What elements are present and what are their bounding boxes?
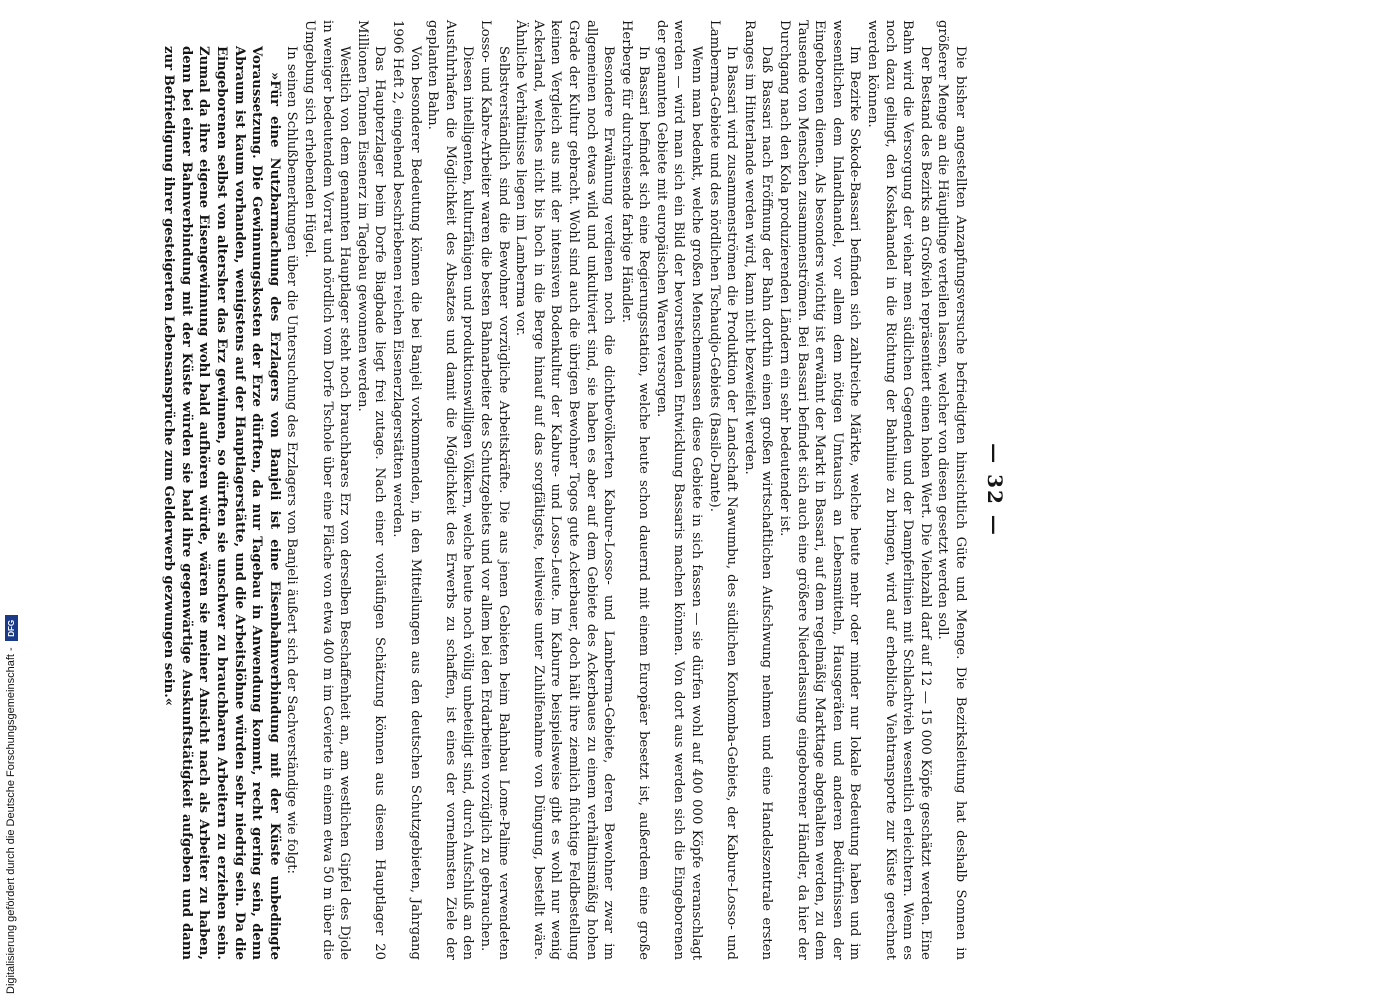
paragraph: Die bisher angestellten Anzapfungsversuche befriedigten hinsichtlich Güte und Menge. Die Bezirksleitung hat deshalb Sonnen in größerer Menge an die Häuptlinge verteilen lassen, welcher von diesen gesetzt werden soll. (935, 20, 968, 960)
page-content (155, 0, 1015, 990)
page-number: — 32 — (983, 443, 1007, 537)
rotated-page (155, 0, 1015, 990)
paragraph: Im Bezirke Sokode-Bassari befinden sich zahlreiche Märkte, welche heute mehr oder minder nur lokale Bedeutung haben und im wesentlichen dem Inlandhandel, vor allem dem nötigen Umtausch an Lebensmitteln, Hausgeräten und anderen Bedürfnissen der Eingeborenen dienen. Als besonders wichtig ist erwähnt der Markt in Bassari, auf dem regelmäßig Markttage abgehalten werden, zu dem Tausende von Menschen zusammenströmen. Bei Bassari befindet sich auch eine größere Niederlassung eingeborener Händler, da hier der Durchgang nach den Kola produzierenden Ländern ein sehr bedeutender ist. (777, 20, 863, 960)
footer-credit: Digitalisierung gefördert durch die Deutsche Forschungsgemeinschaft - (5, 647, 17, 994)
paragraph: Das Haupterzlager beim Dorfe Biagbade liegt frei zutage. Nach einer vorläufigen Schätzung können aus diesem Hauptlager 20 Millionen Tonnen Eisenerz im Tagebau gewonnen werden. (354, 20, 388, 960)
paragraph: Selbstverständlich sind die Bewohner vorzügliche Arbeitskräfte. Die aus jenen Gebieten beim Bahnbau Lome-Palime verwendeten Losso- und Kabre-Arbeiter waren die besten Bahnarbeiter des Schutzgebiets und vor allem bei den Erdarbeiten vorzüglich zu gebrauchen. (477, 20, 511, 960)
paragraph: Wenn man bedenkt, welche großen Menschenmassen diese Gebiete in sich fassen — sie dürfen wohl auf 400 000 Köpfe veranschlagt werden — wird man sich ein Bild der bevorstehenden Entwicklung Bassaris machen können. Von dort aus werden sich die Eingeborenen der genannten Gebiete mit europäischen Waren versorgen. (653, 20, 705, 960)
paragraph: Besondere Erwähnung verdienen noch die dichtbevölkerten Kabure-Losso- und Lamberma-Gebiete, deren Bewohner zwar im allgemeinen noch etwas wild und unkultiviert sind, sie haben es aber auf dem Gebiete des Ackerbaues zu einem verhältnismäßig hohen Grade der Kultur gebracht. Wohl sind auch die übrigen Bewohner Togos gute Ackerbauer, doch hält ihre ziemlich flüchtige Feldbestellung keinen Vergleich aus mit der intensiven Bodenkultur der Kabure- und Losso-Leute. Im Kaburre beispielsweise gibt es wohl nur wenig Ackerland, welches nicht bis hoch in die Berge hinauf auf das sorgfältigste, teilweise unter Zuhilfenahme von Düngung, bestellt wäre. Ähnliche Verhältnisse liegen im Lamberma vor. (513, 20, 617, 960)
footer-text (2, 4, 20, 994)
paragraph: In Bassari wird zusammenströmen die Produktion der Landschaft Nawumbu, des südlichen Konkomba-Gebiets, der Kabure-Losso- und Lamberma-Gebiete und des nördlichen Tschaudjo-Gebiets (Basilo-Dante). (706, 20, 740, 960)
quote-paragraph: »Für eine Nutzbarmachung des Erzlagers von Banjeli ist eine Eisenbahnverbindung mit der Küste unbedingte Voraussetzung. Die Gewinnungskosten der Erze dürften, da nur Tagebau in Anwendung kommt, recht gering sein, denn Abraum ist kaum vorhanden, wenigstens auf der Hauptlagerstätte, und die Arbeitslöhne würden sehr niedrig sein. Da die Eingeborenen selbst von altersher das Erz gewinnen, so dürften sie unschwer zu brauchbaren Arbeitern zu erziehen sein. Zumal da ihre eigene Eisengewinnung wohl bald aufhören würde, wären sie meiner Ansicht nach als Arbeiter zu haben, denn bei einer Bahnverbindung mit der Küste würden sie bald ihre gegenwärtige Auskunftstätigkeit aufgeben und dann zur Befriedigung ihrer gesteigerten Lebensansprüche zum Gelderwerb gezwungen sein.« (161, 46, 282, 960)
dfg-logo: DFG (5, 615, 18, 641)
paragraph: In Bassari befindet sich eine Regierungsstation, welche heute schon dauernd mit einem Europäer besetzt ist, außerdem eine große Herberge für durchreisende farbige Händler. (618, 20, 652, 960)
paragraph: Von besonderer Bedeutung können die bei Banjeli vorkommenden, in den Mitteilungen aus den deutschen Schutzgebieten, Jahrgang 1906 Heft 2, eingehend beschriebenen reichen Eisenerzlagerstätten werden. (390, 20, 423, 960)
footer-label (2, 4, 20, 994)
footer-credit-bar (0, 0, 22, 1000)
paragraph: Daß Bassari nach Eröffnung der Bahn dorthin einen großen wirtschaftlichen Aufschwung nehmen und eine Handelszentrale ersten Ranges im Hinterlande werden wird, kann nicht bezweifelt werden. (741, 20, 775, 960)
paragraph: Diesen intelligenten, kulturfähigen und produktionswilligen Völkern, welche heute noch völlig unbeteiligt sind, durch Aufschluß an den Ausfuhrhafen die Möglichkeit des Absatzes und damit die Möglichkeit des Erwerbs zu schaffen, ist eines der vornehmsten Ziele der geplanten Bahn. (425, 20, 476, 960)
paragraph: Westlich von dem genannten Hauptlager steht noch brauchbares Erz von derselben Beschaffenheit an, am westlichen Gipfel des Djole in weniger bedeutendem Vorrat und nördlich vom Dorfe Tschole über eine Fläche von etwa 400 m im Gevierte in einem etwa 50 m über die Umgebung sich erhebenden Hügel. (302, 20, 353, 960)
body-text (160, 20, 969, 960)
paragraph: In seinen Schlußbemerkungen über die Untersuchung des Erzlagers von Banjeli äußert sich der Sachverständige wie folgt: (284, 46, 300, 874)
paragraph: Der Bestand des Bezirks an Großvieh repräsentiert einen hohen Wert. Die Viehzahl darf auf 12 — 15 000 Köpfe geschätzt werden. Eine Bahn wird die Versorgung der viehar men südlichen Gegenden und der Dampferlinien mit Schlachtvieh wesentlich erleichtern. Wenn es noch dazu gelingt, den Koskahandel in die Richtung der Bahnlinie zu bringen, wird auf erhebliche Viehtransporte zur Küste gerechnet werden können. (865, 20, 933, 960)
